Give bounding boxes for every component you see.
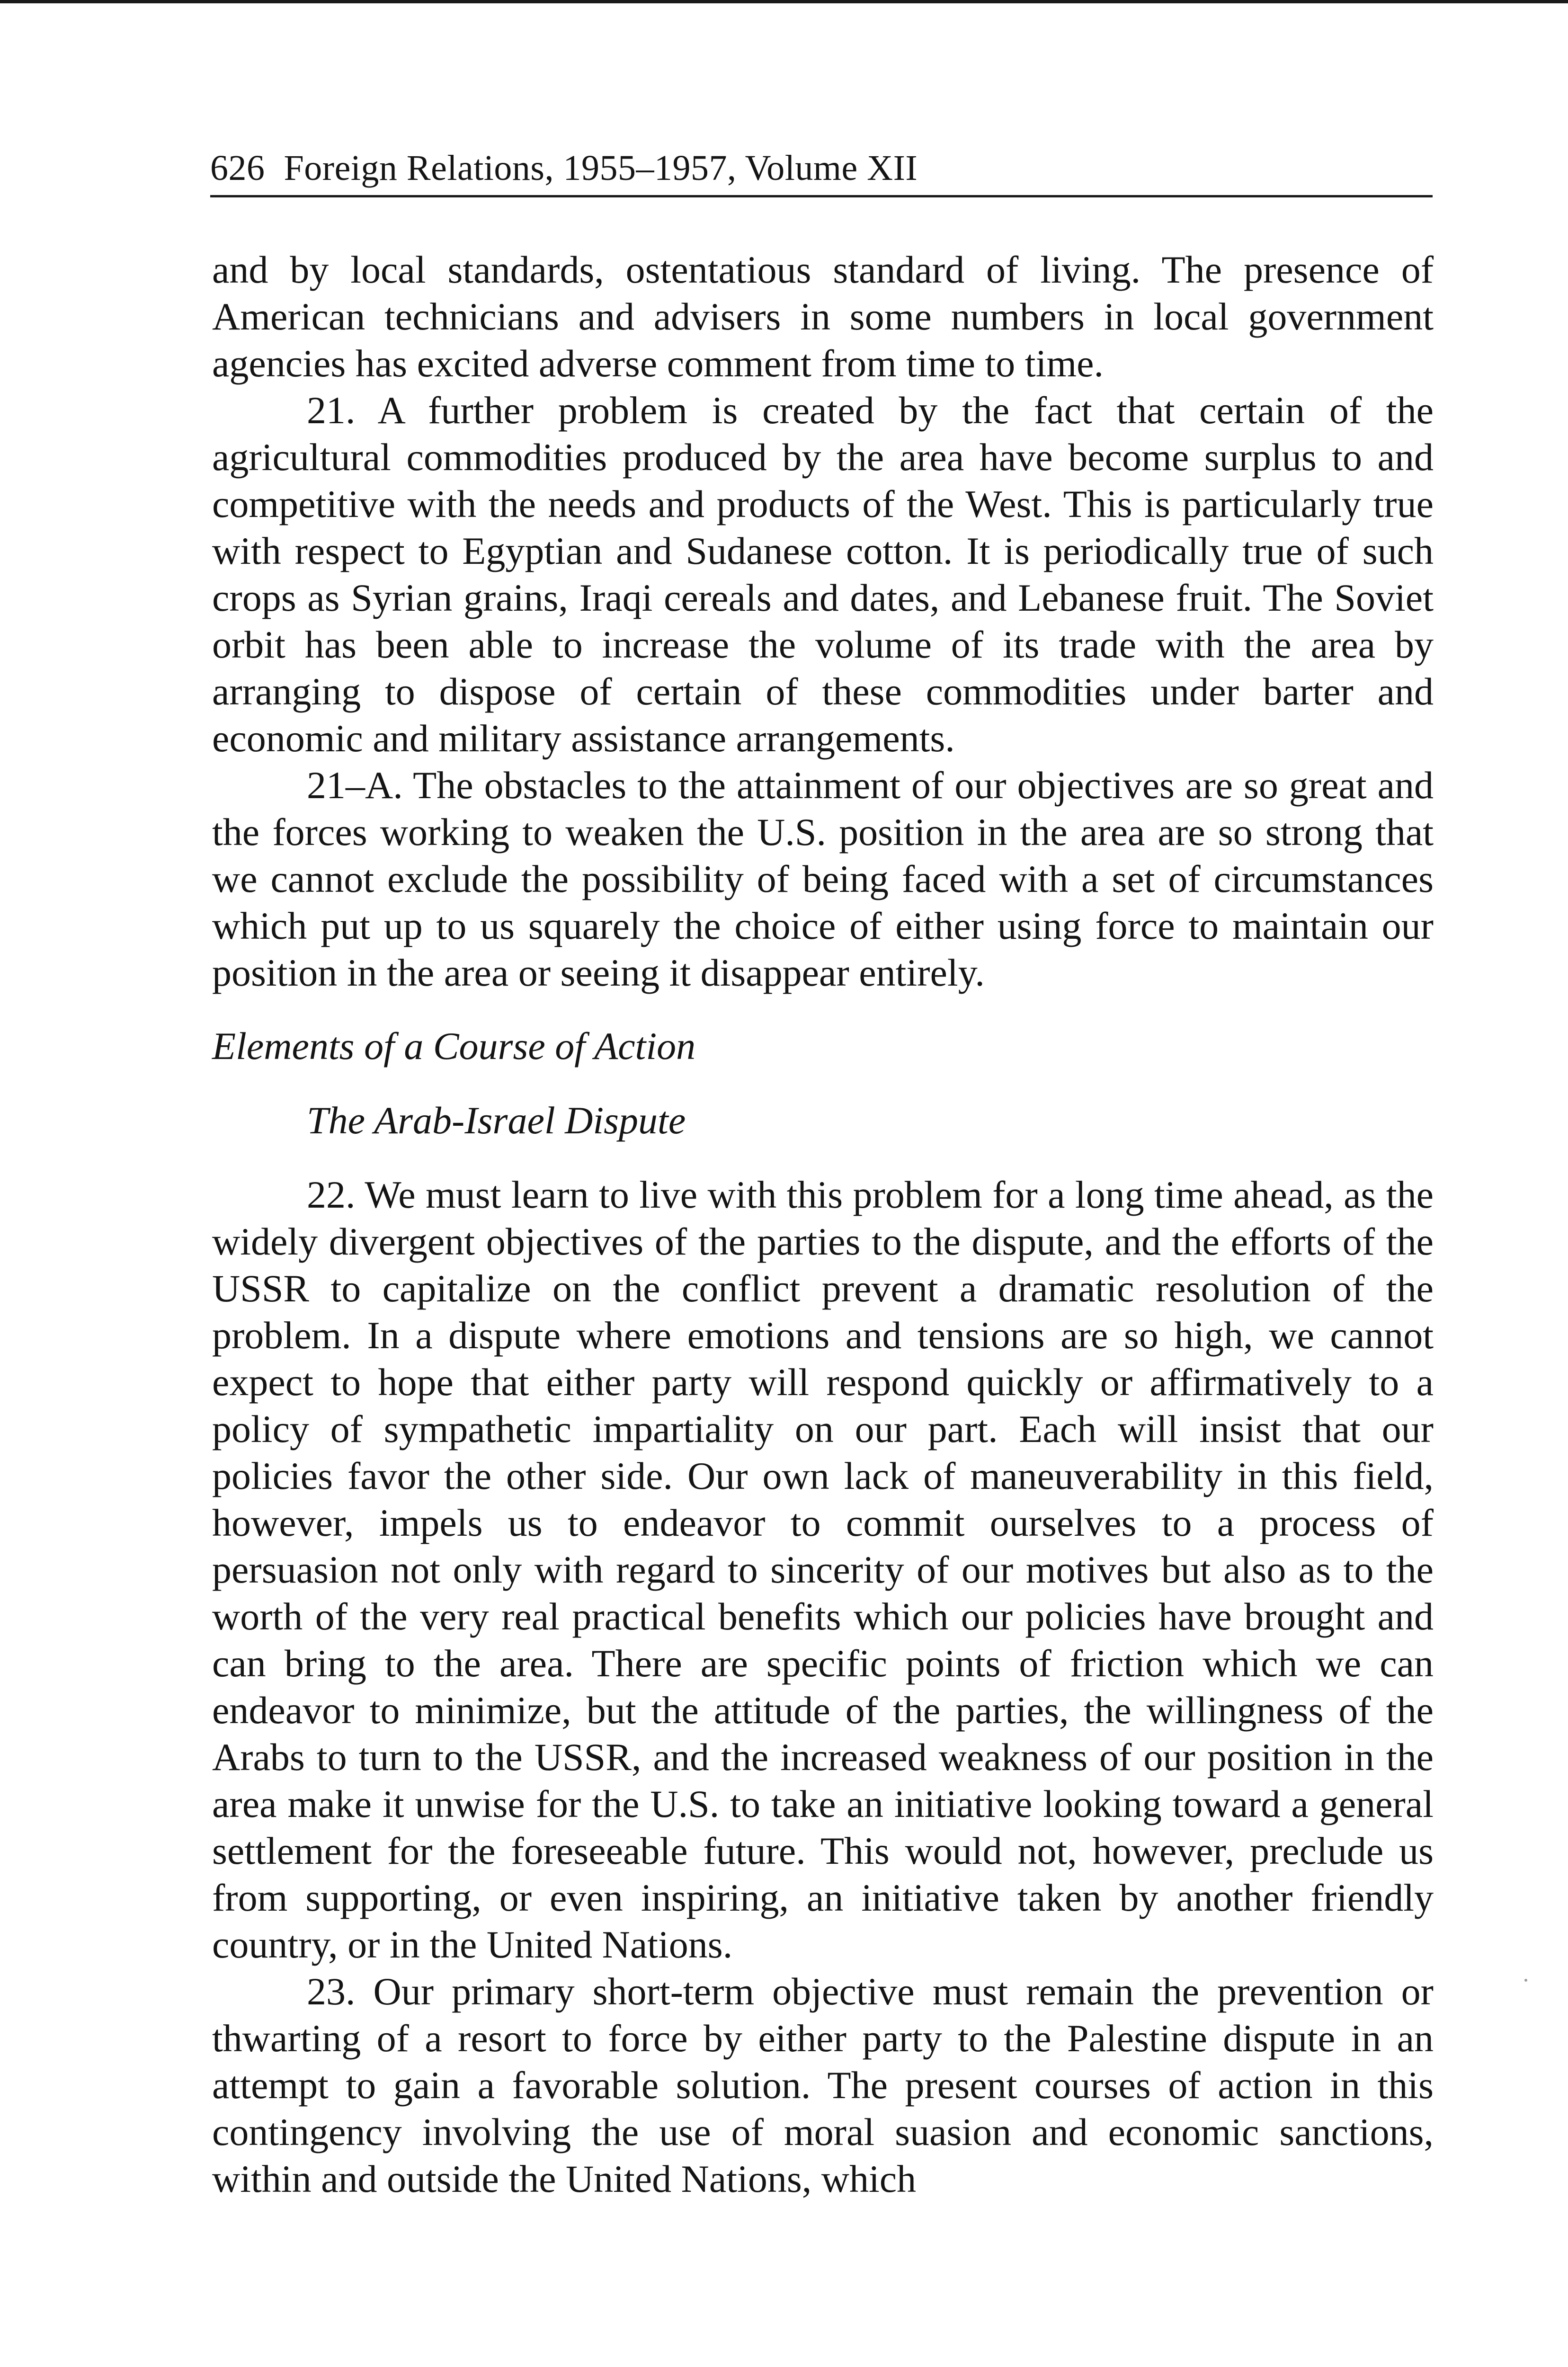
scan-speck	[1524, 1979, 1527, 1982]
body-text	[212, 246, 1434, 2202]
page-number: 626	[210, 148, 265, 188]
paragraph-21a: 21–A. The obstacles to the attainment of our objectives are so great and the forces working to weaken the U.S. position in the area are so strong that we cannot exclude the possibility of being faced with a set of circumstances which put up to us squarely the choice of either using force to maintain our position in the area or seeing it disappear entirely.	[212, 764, 1434, 994]
section-heading: Elements of a Course of Action	[212, 1024, 696, 1068]
running-title: Foreign Relations, 1955–1957, Volume XII	[284, 148, 918, 188]
paragraph-23: 23. Our primary short-term objective must remain the prevention or thwarting of a resort to force by either party to the Palestine dispute in an attempt to gain a favorable solution. The present courses of action in this contingency involving the use of moral suasion and economic sanctions, within and outside the United Nations, which	[212, 1970, 1434, 2200]
paragraph-21: 21. A further problem is created by the fact that certain of the agricultural commodities produced by the area have become surplus to and competitive with the needs and products of the West. This is particularly true with respect to Egyptian and Sudanese cotton. It is periodically true of such crops as Syrian grains, Iraqi cereals and dates, and Lebanese fruit. The Soviet orbit has been able to increase the volume of its trade with the area by arranging to dispose of certain of these commodities under barter and economic and military assistance arrangements.	[212, 389, 1434, 760]
paragraph-continued: and by local standards, ostentatious standard of living. The presence of American technicians and advisers in some numbers in local government agencies has excited adverse comment from time to time.	[212, 248, 1434, 385]
paragraph-22: 22. We must learn to live with this problem for a long time ahead, as the widely divergent objectives of the parties to the dispute, and the efforts of the USSR to capitalize on the conflict prevent a dramatic resolution of the problem. In a dispute where emotions and tensions are so high, we cannot expect to hope that either party will respond quickly or affirmatively to a policy of sympathetic impartiality on our part. Each will insist that our policies favor the other side. Our own lack of maneuverability in this field, however, impels us to endeavor to commit ourselves to a process of persuasion not only with regard to sincerity of our motives but also as to the worth of the very real practical benefits which our policies have brought and can bring to the area. There are specific points of friction which we can endeavor to minimize, but the attitude of the parties, the willingness of the Arabs to turn to the USSR, and the increased weakness of our position in the area make it unwise for the U.S. to take an initiative looking toward a general settlement for the foreseeable future. This would not, however, preclude us from supporting, or even inspiring, an initiative taken by another friendly country, or in the United Nations.	[212, 1173, 1434, 1966]
running-head	[210, 142, 1432, 194]
scan-top-edge	[0, 0, 1568, 3]
subsection-heading: The Arab-Israel Dispute	[307, 1099, 686, 1142]
header-rule	[210, 195, 1433, 197]
